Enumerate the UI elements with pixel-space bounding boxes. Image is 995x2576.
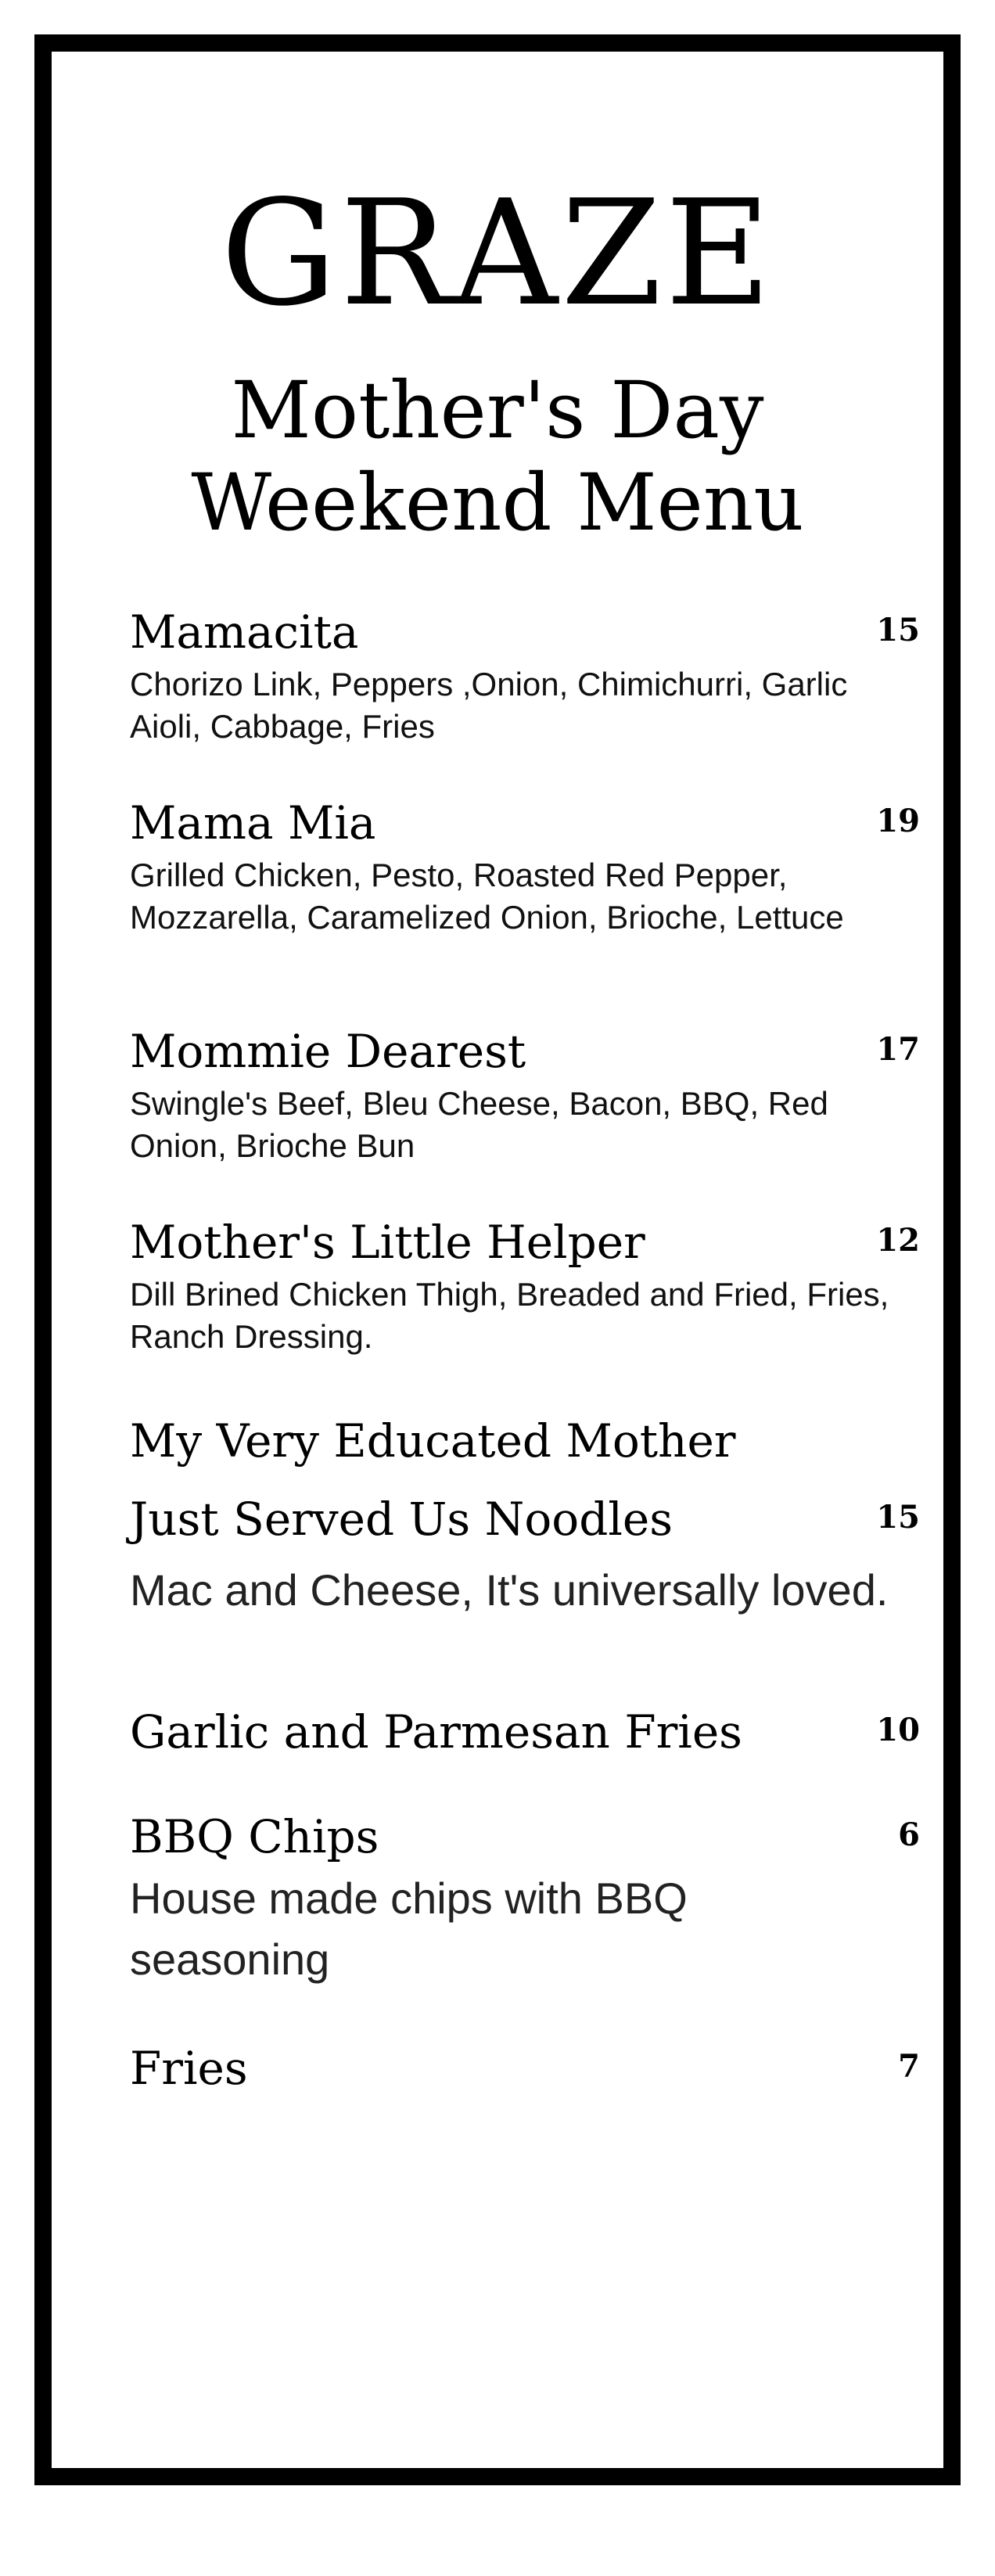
menu-item-price: 12	[876, 1222, 920, 1259]
menu-item-price: 10	[876, 1712, 920, 1748]
menu-item-noodles	[130, 1402, 920, 1621]
menu-item-description: House made chips with BBQ seasoning	[130, 1874, 688, 1984]
menu-item-header	[130, 1702, 920, 1762]
menu-item-header	[130, 1807, 920, 1866]
menu-item-header	[130, 602, 920, 662]
menu-item-bbq-chips	[130, 1807, 920, 1990]
menu-item-header	[130, 1213, 920, 1272]
menu-subtitle	[52, 365, 943, 549]
menu-item-name: Garlic and Parmesan Fries	[130, 1705, 742, 1759]
subtitle-line-1: Mother's Day	[231, 365, 764, 456]
menu-item-name: My Very Educated Mother Just Served Us Noodles	[130, 1414, 736, 1546]
menu-item-header	[130, 1022, 920, 1081]
menu-item-price: 15	[876, 612, 920, 648]
menu-item-name: Fries	[130, 2042, 248, 2095]
menu-item-fries	[130, 2039, 920, 2098]
menu-frame	[34, 34, 961, 2485]
menu-item-description: Chorizo Link, Peppers ,Onion, Chimichurri, Garlic Aioli, Cabbage, Fries	[130, 666, 848, 745]
menu-item-name: Mama Mia	[130, 796, 376, 850]
menu-item-price: 19	[876, 803, 920, 839]
menu-item-description: Swingle's Beef, Bleu Cheese, Bacon, BBQ, Red Onion, Brioche Bun	[130, 1085, 828, 1164]
menu-item-name: Mamacita	[130, 605, 359, 659]
menu-item-header	[130, 1402, 920, 1558]
brand-title: GRAZE	[221, 168, 774, 338]
menu-item-garlic-parmesan-fries	[130, 1702, 920, 1762]
menu-item-price: 6	[898, 1816, 920, 1853]
menu-item-mama-mia	[130, 793, 920, 939]
menu-item-mommie-dearest	[130, 1022, 920, 1167]
menu-item-name: BBQ Chips	[130, 1810, 379, 1863]
menu-item-description: Mac and Cheese, It's universally loved.	[130, 1565, 889, 1615]
menu-item-header	[130, 2039, 920, 2098]
menu-item-name: Mommie Dearest	[130, 1025, 526, 1078]
menu-item-mothers-little-helper	[130, 1213, 920, 1358]
menu-item-price: 15	[876, 1499, 920, 1536]
subtitle-line-2: Weekend Menu	[191, 457, 804, 548]
menu-item-header	[130, 793, 920, 853]
menu-item-description: Dill Brined Chicken Thigh, Breaded and Fried, Fries, Ranch Dressing.	[130, 1276, 889, 1355]
menu-item-name: Mother's Little Helper	[130, 1216, 645, 1269]
menu-item-description: Grilled Chicken, Pesto, Roasted Red Pepper, Mozzarella, Caramelized Onion, Brioche, Lettuce	[130, 857, 844, 936]
menu-item-mamacita	[130, 602, 920, 748]
menu-item-price: 7	[898, 2048, 920, 2085]
menu-item-price: 17	[876, 1031, 920, 1068]
